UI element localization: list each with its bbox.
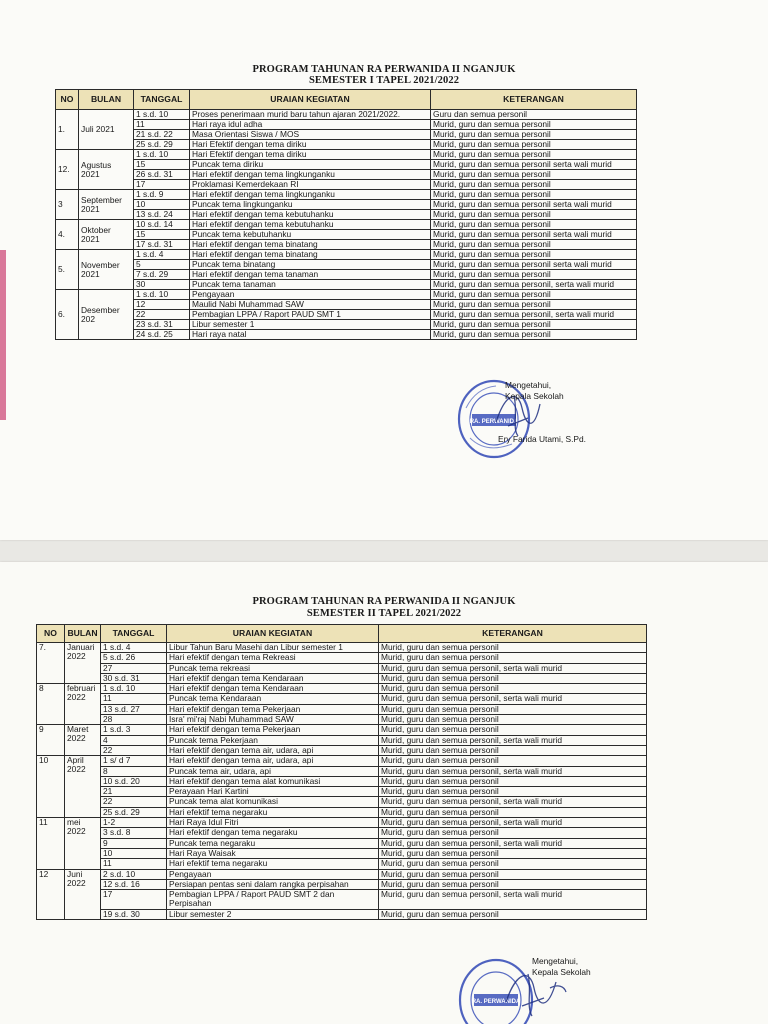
- table-row: [56, 220, 637, 230]
- date-cell: 24 s.d. 25: [134, 330, 190, 340]
- table-row: [56, 330, 637, 340]
- activity-cell: Puncak tema lingkunganku: [190, 200, 431, 210]
- semester-1-subtitle: SEMESTER I TAPEL 2021/2022: [308, 75, 460, 86]
- activity-cell: Libur semester 2: [167, 910, 379, 920]
- date-cell: 30 s.d. 31: [101, 673, 167, 683]
- note-cell: Murid, guru dan semua personil: [379, 745, 647, 755]
- note-cell: Murid, guru dan semua personil: [379, 704, 647, 714]
- note-cell: Murid, guru dan semua personil, serta wali murid: [431, 280, 637, 290]
- semester-2-table: [36, 624, 647, 920]
- note-cell: Murid, guru dan semua personil: [379, 643, 647, 653]
- month-name: November 2021: [79, 250, 134, 290]
- date-cell: 7 s.d. 29: [134, 270, 190, 280]
- date-cell: 22: [134, 310, 190, 320]
- header-bulan: BULAN: [79, 90, 134, 110]
- table-row: [37, 890, 647, 910]
- note-cell: Murid, guru dan semua personil, serta wali murid: [379, 663, 647, 673]
- date-cell: 10: [134, 200, 190, 210]
- semester-1-table: [55, 89, 637, 340]
- table-row: [37, 643, 647, 653]
- table-row: [56, 160, 637, 170]
- table-row: [56, 190, 637, 200]
- note-cell: Murid, guru dan semua personil: [431, 320, 637, 330]
- date-cell: 10: [101, 848, 167, 858]
- note-cell: Murid, guru dan semua personil: [379, 725, 647, 735]
- note-cell: Murid, guru dan semua personil, serta wali murid: [379, 818, 647, 828]
- activity-cell: Hari Efektif dengan tema diriku: [190, 140, 431, 150]
- note-cell: Murid, guru dan semua personil, serta wali murid: [379, 735, 647, 745]
- note-cell: Murid, guru dan semua personil: [379, 828, 647, 838]
- table-row: [37, 766, 647, 776]
- date-cell: 13 s.d. 27: [101, 704, 167, 714]
- note-cell: Murid, guru dan semua personil: [431, 150, 637, 160]
- date-cell: 26 s.d. 31: [134, 170, 190, 180]
- date-cell: 22: [101, 745, 167, 755]
- note-cell: Murid, guru dan semua personil, serta wali murid: [379, 890, 647, 910]
- note-cell: Murid, guru dan semua personil: [379, 807, 647, 817]
- month-name: Maret 2022: [65, 725, 101, 756]
- date-cell: 17: [101, 890, 167, 910]
- note-cell: Murid, guru dan semua personil: [379, 653, 647, 663]
- month-name: Agustus 2021: [79, 150, 134, 190]
- date-cell: 1-2: [101, 818, 167, 828]
- header-uraian: URAIAN KEGIATAN: [190, 90, 431, 110]
- activity-cell: Perayaan Hari Kartini: [167, 787, 379, 797]
- note-cell: Murid, guru dan semua personil: [431, 170, 637, 180]
- month-number: 12.: [56, 150, 79, 190]
- table-row: [56, 240, 637, 250]
- date-cell: 5: [134, 260, 190, 270]
- note-cell: Murid, guru dan semua personil: [379, 715, 647, 725]
- activity-cell: Proses penerimaan murid baru tahun ajaran 2021/2022.: [190, 110, 431, 120]
- semester-2-title: PROGRAM TAHUNAN RA PERWANIDA II NGANJUK: [252, 596, 516, 607]
- month-name: Juli 2021: [79, 110, 134, 150]
- date-cell: 3 s.d. 8: [101, 828, 167, 838]
- note-cell: Murid, guru dan semua personil serta wali murid: [431, 260, 637, 270]
- table-row: [37, 910, 647, 920]
- table-row: [56, 250, 637, 260]
- date-cell: 11: [101, 694, 167, 704]
- month-number: 4.: [56, 220, 79, 250]
- table-row: [37, 745, 647, 755]
- table-row: [56, 290, 637, 300]
- month-number: 5.: [56, 250, 79, 290]
- note-cell: Murid, guru dan semua personil: [431, 190, 637, 200]
- table-row: [37, 818, 647, 828]
- activity-cell: Persiapan pentas seni dalam rangka perpisahan: [167, 879, 379, 889]
- activity-cell: Hari efektif dengan tema air, udara, api: [167, 745, 379, 755]
- date-cell: 1 s.d. 9: [134, 190, 190, 200]
- date-cell: 19 s.d. 30: [101, 910, 167, 920]
- month-number: 8: [37, 684, 65, 725]
- note-cell: Murid, guru dan semua personil: [379, 673, 647, 683]
- note-cell: Murid, guru dan semua personil: [379, 756, 647, 766]
- sign-acknowledge: Mengetahui,: [505, 380, 552, 390]
- table-row: [56, 200, 637, 210]
- semester-2-page: [0, 562, 768, 1024]
- date-cell: 30: [134, 280, 190, 290]
- table-row: [37, 725, 647, 735]
- note-cell: Murid, guru dan semua personil: [379, 787, 647, 797]
- activity-cell: Hari efektif dengan tema Pekerjaan: [167, 704, 379, 714]
- activity-cell: Hari efektif dengan tema Kendaraan: [167, 673, 379, 683]
- table-row: [37, 828, 647, 838]
- date-cell: 10 s.d. 20: [101, 776, 167, 786]
- table-row: [37, 715, 647, 725]
- table-row: [37, 663, 647, 673]
- note-cell: Murid, guru dan semua personil, serta wali murid: [379, 694, 647, 704]
- date-cell: 11: [134, 120, 190, 130]
- month-name: September 2021: [79, 190, 134, 220]
- table-row: [56, 120, 637, 130]
- activity-cell: Hari efektif tema negaraku: [167, 807, 379, 817]
- date-cell: 5 s.d. 26: [101, 653, 167, 663]
- sign-position: Kepala Sekolah: [532, 967, 591, 977]
- month-number: 7.: [37, 643, 65, 684]
- date-cell: 17: [134, 180, 190, 190]
- table-row: [56, 260, 637, 270]
- table-row: [56, 310, 637, 320]
- activity-cell: Hari efektif dengan tema tanaman: [190, 270, 431, 280]
- date-cell: 27: [101, 663, 167, 673]
- header-bulan: BULAN: [65, 625, 101, 643]
- activity-cell: Puncak tema diriku: [190, 160, 431, 170]
- activity-cell: Hari efektif dengan tema kebutuhanku: [190, 210, 431, 220]
- note-cell: Murid, guru dan semua personil: [431, 120, 637, 130]
- note-cell: Murid, guru dan semua personil: [379, 879, 647, 889]
- activity-cell: Puncak tema negaraku: [167, 838, 379, 848]
- date-cell: 15: [134, 230, 190, 240]
- activity-cell: Libur Tahun Baru Masehi dan Libur semester 1: [167, 643, 379, 653]
- month-number: 10: [37, 756, 65, 818]
- activity-cell: Hari efektif dengan tema air, udara, api: [167, 756, 379, 766]
- activity-cell: Hari efektif dengan tema negaraku: [167, 828, 379, 838]
- note-cell: Murid, guru dan semua personil: [431, 330, 637, 340]
- table-row: [56, 110, 637, 120]
- activity-cell: Hari efektif dengan tema Rekreasi: [167, 653, 379, 663]
- date-cell: 28: [101, 715, 167, 725]
- activity-cell: Puncak tema alat komunikasi: [167, 797, 379, 807]
- stamp-label: RA. PERWANIDA: [471, 999, 521, 1005]
- activity-cell: Hari efektif tema negaraku: [167, 859, 379, 869]
- activity-cell: Hari raya idul adha: [190, 120, 431, 130]
- table-row: [37, 673, 647, 683]
- date-cell: 23 s.d. 31: [134, 320, 190, 330]
- semester-1-title: PROGRAM TAHUNAN RA PERWANIDA II NGANJUK: [252, 64, 516, 75]
- activity-cell: Puncak tema tanaman: [190, 280, 431, 290]
- date-cell: 4: [101, 735, 167, 745]
- activity-cell: Hari efektif dengan tema binatang: [190, 240, 431, 250]
- activity-cell: Maulid Nabi Muhammad SAW: [190, 300, 431, 310]
- table-header-row: [56, 90, 637, 110]
- stamp-label: RA. PERWANIDA: [469, 419, 519, 425]
- date-cell: 1 s.d. 10: [134, 110, 190, 120]
- table-row: [56, 280, 637, 290]
- activity-cell: Pengayaan: [190, 290, 431, 300]
- date-cell: 15: [134, 160, 190, 170]
- activity-cell: Pembagian LPPA / Raport PAUD SMT 1: [190, 310, 431, 320]
- table-row: [56, 210, 637, 220]
- note-cell: Murid, guru dan semua personil, serta wali murid: [379, 766, 647, 776]
- date-cell: 1 s.d. 10: [134, 150, 190, 160]
- table-row: [37, 694, 647, 704]
- month-number: 3: [56, 190, 79, 220]
- activity-cell: Hari efektif dengan tema binatang: [190, 250, 431, 260]
- date-cell: 17 s.d. 31: [134, 240, 190, 250]
- note-cell: Murid, guru dan semua personil: [379, 684, 647, 694]
- date-cell: 22: [101, 797, 167, 807]
- date-cell: 1 s.d. 3: [101, 725, 167, 735]
- date-cell: 11: [101, 859, 167, 869]
- date-cell: 1 s.d. 10: [101, 684, 167, 694]
- sign-position: Kepala Sekolah: [505, 391, 564, 401]
- note-cell: Murid, guru dan semua personil, serta wali murid: [379, 797, 647, 807]
- page-edge-mark: [0, 250, 6, 420]
- activity-cell: Puncak tema kebutuhanku: [190, 230, 431, 240]
- activity-cell: Puncak tema binatang: [190, 260, 431, 270]
- activity-cell: Hari Raya Waisak: [167, 848, 379, 858]
- table-row: [37, 807, 647, 817]
- note-cell: Murid, guru dan semua personil: [379, 859, 647, 869]
- activity-cell: Libur semester 1: [190, 320, 431, 330]
- date-cell: 1 s.d. 10: [134, 290, 190, 300]
- table-row: [56, 300, 637, 310]
- note-cell: Murid, guru dan semua personil serta wali murid: [431, 160, 637, 170]
- activity-cell: Puncak tema Kendaraan: [167, 694, 379, 704]
- sign-acknowledge: Mengetahui,: [532, 956, 579, 966]
- month-name: Juni 2022: [65, 869, 101, 920]
- table-row: [56, 180, 637, 190]
- note-cell: Murid, guru dan semua personil: [431, 270, 637, 280]
- table-row: [56, 230, 637, 240]
- table-row: [37, 653, 647, 663]
- date-cell: 1 s.d. 4: [101, 643, 167, 653]
- note-cell: Murid, guru dan semua personil: [431, 300, 637, 310]
- semester-2-subtitle: SEMESTER II TAPEL 2021/2022: [306, 608, 462, 619]
- note-cell: Murid, guru dan semua personil: [431, 220, 637, 230]
- table-row: [56, 270, 637, 280]
- activity-cell: Hari Raya Idul Fitri: [167, 818, 379, 828]
- note-cell: Murid, guru dan semua personil: [431, 210, 637, 220]
- date-cell: 25 s.d. 29: [101, 807, 167, 817]
- note-cell: Murid, guru dan semua personil serta wali murid: [431, 230, 637, 240]
- note-cell: Murid, guru dan semua personil: [431, 250, 637, 260]
- table-row: [37, 859, 647, 869]
- note-cell: Murid, guru dan semua personil: [431, 240, 637, 250]
- note-cell: Murid, guru dan semua personil serta wali murid: [431, 200, 637, 210]
- month-name: Januari 2022: [65, 643, 101, 684]
- activity-cell: Hari efektif dengan tema lingkunganku: [190, 170, 431, 180]
- month-name: Oktober 2021: [79, 220, 134, 250]
- note-cell: Murid, guru dan semua personil: [431, 140, 637, 150]
- note-cell: Murid, guru dan semua personil: [379, 869, 647, 879]
- activity-cell: Hari efektif dengan tema Pekerjaan: [167, 725, 379, 735]
- note-cell: Murid, guru dan semua personil: [379, 910, 647, 920]
- table-row: [37, 735, 647, 745]
- table-row: [56, 130, 637, 140]
- header-keterangan: KETERANGAN: [379, 625, 647, 643]
- table-row: [37, 776, 647, 786]
- header-tanggal: TANGGAL: [134, 90, 190, 110]
- activity-cell: Puncak tema rekreasi: [167, 663, 379, 673]
- date-cell: 9: [101, 838, 167, 848]
- activity-cell: Pengayaan: [167, 869, 379, 879]
- table-row: [37, 797, 647, 807]
- date-cell: 25 s.d. 29: [134, 140, 190, 150]
- activity-cell: Puncak tema air, udara, api: [167, 766, 379, 776]
- activity-cell: Proklamasi Kemerdekaan RI: [190, 180, 431, 190]
- month-name: Desember 202: [79, 290, 134, 340]
- date-cell: 8: [101, 766, 167, 776]
- activity-cell: Hari efektif dengan tema kebutuhanku: [190, 220, 431, 230]
- table-row: [37, 704, 647, 714]
- note-cell: Guru dan semua personil: [431, 110, 637, 120]
- table-row: [56, 320, 637, 330]
- date-cell: 13 s.d. 24: [134, 210, 190, 220]
- date-cell: 2 s.d. 10: [101, 869, 167, 879]
- month-name: April 2022: [65, 756, 101, 818]
- note-cell: Murid, guru dan semua personil, serta wali murid: [431, 310, 637, 320]
- activity-cell: Pembagian LPPA / Raport PAUD SMT 2 dan Perpisahan: [167, 890, 379, 910]
- table-row: [37, 869, 647, 879]
- table-row: [56, 150, 637, 160]
- activity-cell: Hari efektif dengan tema lingkunganku: [190, 190, 431, 200]
- activity-cell: Puncak tema Pekerjaan: [167, 735, 379, 745]
- table-row: [37, 879, 647, 889]
- activity-cell: Hari Efektif dengan tema diriku: [190, 150, 431, 160]
- header-no: NO: [56, 90, 79, 110]
- table-row: [37, 787, 647, 797]
- header-uraian: URAIAN KEGIATAN: [167, 625, 379, 643]
- table-row: [37, 756, 647, 766]
- activity-cell: Hari efektif dengan tema alat komunikasi: [167, 776, 379, 786]
- month-name: februari 2022: [65, 684, 101, 725]
- date-cell: 1 s.d. 4: [134, 250, 190, 260]
- note-cell: Murid, guru dan semua personil: [431, 290, 637, 300]
- month-number: 9: [37, 725, 65, 756]
- note-cell: Murid, guru dan semua personil: [379, 848, 647, 858]
- month-name: mei 2022: [65, 818, 101, 869]
- activity-cell: Isra' mi'raj Nabi Muhammad SAW: [167, 715, 379, 725]
- header-no: NO: [37, 625, 65, 643]
- table-header-row: [37, 625, 647, 643]
- table-row: [37, 848, 647, 858]
- note-cell: Murid, guru dan semua personil, serta wali murid: [379, 838, 647, 848]
- sign-name: Ery Farida Utami, S.Pd.: [498, 434, 586, 444]
- header-keterangan: KETERANGAN: [431, 90, 637, 110]
- date-cell: 21: [101, 787, 167, 797]
- month-number: 1.: [56, 110, 79, 150]
- table-row: [56, 170, 637, 180]
- note-cell: Murid, guru dan semua personil: [379, 776, 647, 786]
- activity-cell: Masa Orientasi Siswa / MOS: [190, 130, 431, 140]
- month-number: 11: [37, 818, 65, 869]
- header-tanggal: TANGGAL: [101, 625, 167, 643]
- date-cell: 12 s.d. 16: [101, 879, 167, 889]
- note-cell: Murid, guru dan semua personil: [431, 180, 637, 190]
- month-number: 6.: [56, 290, 79, 340]
- date-cell: 1 s/ d 7: [101, 756, 167, 766]
- table-row: [37, 684, 647, 694]
- table-row: [56, 140, 637, 150]
- activity-cell: Hari efektif dengan tema Kendaraan: [167, 684, 379, 694]
- table-row: [37, 838, 647, 848]
- activity-cell: Hari raya natal: [190, 330, 431, 340]
- date-cell: 12: [134, 300, 190, 310]
- date-cell: 10 s.d. 14: [134, 220, 190, 230]
- date-cell: 21 s.d. 22: [134, 130, 190, 140]
- month-number: 12: [37, 869, 65, 920]
- note-cell: Murid, guru dan semua personil: [431, 130, 637, 140]
